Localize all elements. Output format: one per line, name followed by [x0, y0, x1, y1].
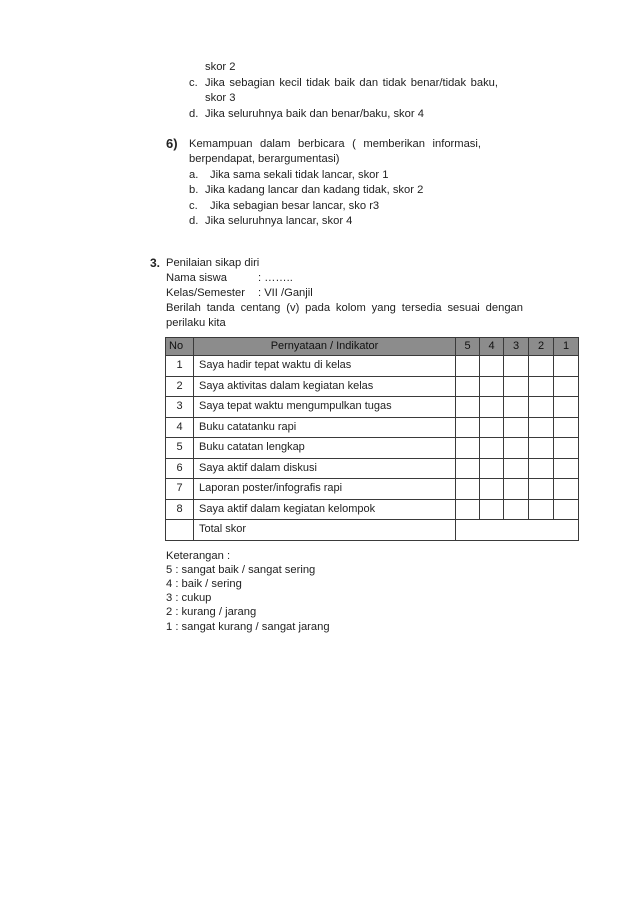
q5-item-c-letter: c. [189, 77, 198, 89]
score-cell-2[interactable] [529, 397, 554, 418]
table-row [166, 438, 579, 459]
row-indicator: Saya hadir tepat waktu di kelas [194, 356, 456, 377]
score-cell-1[interactable] [554, 438, 579, 459]
header-no: No [166, 338, 194, 356]
total-label: Total skor [194, 520, 456, 541]
legend-item-1: 1 : sangat kurang / sangat jarang [166, 621, 330, 633]
score-cell-5[interactable] [456, 376, 480, 397]
header-indicator: Pernyataan / Indikator [194, 338, 456, 356]
score-cell-3[interactable] [504, 397, 529, 418]
row-indicator: Saya tepat waktu mengumpulkan tugas [194, 397, 456, 418]
table-row [166, 479, 579, 500]
legend-title: Keterangan : [166, 550, 231, 562]
score-cell-4[interactable] [480, 397, 504, 418]
q6-option-a-text: Jika sama sekali tidak lancar, skor 1 [210, 169, 389, 181]
table-header-row [166, 338, 579, 356]
score-cell-4[interactable] [480, 417, 504, 438]
attitude-rating-table [165, 337, 579, 541]
section-3-title: Penilaian sikap diri [166, 257, 260, 269]
row-number: 3 [166, 397, 194, 418]
score-cell-5[interactable] [456, 417, 480, 438]
score-cell-2[interactable] [529, 356, 554, 377]
score-cell-2[interactable] [529, 376, 554, 397]
score-cell-5[interactable] [456, 397, 480, 418]
q6-option-c-letter: c. [189, 200, 198, 212]
row-number: 1 [166, 356, 194, 377]
score-cell-5[interactable] [456, 458, 480, 479]
score-cell-1[interactable] [554, 356, 579, 377]
score-cell-2[interactable] [529, 438, 554, 459]
score-cell-3[interactable] [504, 438, 529, 459]
header-score-3: 3 [504, 338, 529, 356]
header-score-1: 1 [554, 338, 579, 356]
q6-option-d-letter: d. [189, 215, 199, 227]
q6-option-b-letter: b. [189, 184, 199, 196]
q5-item-d-letter: d. [189, 108, 199, 120]
q6-number: 6) [166, 136, 178, 151]
q5-item-b-continuation: skor 2 [205, 61, 236, 73]
q6-title-line2: berpendapat, berargumentasi) [189, 153, 340, 165]
total-score-cell[interactable] [456, 520, 579, 541]
score-cell-1[interactable] [554, 458, 579, 479]
total-spacer-cell [166, 520, 194, 541]
row-number: 7 [166, 479, 194, 500]
row-number: 6 [166, 458, 194, 479]
legend-item-4: 4 : baik / sering [166, 578, 242, 590]
score-cell-5[interactable] [456, 438, 480, 459]
score-cell-5[interactable] [456, 499, 480, 520]
q6-option-d-text: Jika seluruhnya lancar, skor 4 [205, 215, 353, 227]
score-cell-4[interactable] [480, 438, 504, 459]
student-name-value: : …….. [258, 272, 293, 284]
table-row [166, 397, 579, 418]
q5-item-c-text: Jika sebagian kecil tidak baik dan tidak benar/tidak baku, [205, 77, 498, 89]
table-row [166, 356, 579, 377]
score-cell-1[interactable] [554, 479, 579, 500]
instruction-line2: perilaku kita [166, 317, 226, 329]
score-cell-3[interactable] [504, 417, 529, 438]
score-cell-3[interactable] [504, 356, 529, 377]
legend-item-2: 2 : kurang / jarang [166, 606, 257, 618]
row-indicator: Buku catatanku rapi [194, 417, 456, 438]
score-cell-2[interactable] [529, 458, 554, 479]
table-row [166, 417, 579, 438]
q6-option-c-text: Jika sebagian besar lancar, sko r3 [210, 200, 380, 212]
score-cell-4[interactable] [480, 376, 504, 397]
row-indicator: Saya aktif dalam kegiatan kelompok [194, 499, 456, 520]
score-cell-3[interactable] [504, 499, 529, 520]
score-cell-4[interactable] [480, 499, 504, 520]
score-cell-2[interactable] [529, 499, 554, 520]
q5-item-d-text: Jika seluruhnya baik dan benar/baku, skor 4 [205, 108, 424, 120]
q5-item-c-continuation: skor 3 [205, 92, 236, 104]
score-cell-1[interactable] [554, 376, 579, 397]
header-score-2: 2 [529, 338, 554, 356]
row-number: 2 [166, 376, 194, 397]
row-indicator: Saya aktivitas dalam kegiatan kelas [194, 376, 456, 397]
row-number: 8 [166, 499, 194, 520]
q6-title-line1: Kemampuan dalam berbicara ( memberikan informasi, [189, 138, 481, 150]
score-cell-1[interactable] [554, 397, 579, 418]
row-number: 4 [166, 417, 194, 438]
table-row [166, 458, 579, 479]
legend-item-3: 3 : cukup [166, 592, 212, 604]
score-cell-3[interactable] [504, 479, 529, 500]
total-row [166, 520, 579, 541]
score-cell-4[interactable] [480, 458, 504, 479]
score-cell-2[interactable] [529, 417, 554, 438]
row-indicator: Saya aktif dalam diskusi [194, 458, 456, 479]
section-3-number: 3. [150, 256, 161, 270]
row-number: 5 [166, 438, 194, 459]
legend-item-5: 5 : sangat baik / sangat sering [166, 564, 316, 576]
class-semester-value: : VII /Ganjil [258, 287, 313, 299]
score-cell-4[interactable] [480, 479, 504, 500]
table-row [166, 376, 579, 397]
header-score-4: 4 [480, 338, 504, 356]
q6-option-a-letter: a. [189, 169, 199, 181]
score-cell-1[interactable] [554, 499, 579, 520]
score-cell-3[interactable] [504, 458, 529, 479]
table-row [166, 499, 579, 520]
score-cell-3[interactable] [504, 376, 529, 397]
q6-option-b-text: Jika kadang lancar dan kadang tidak, skor 2 [205, 184, 424, 196]
score-cell-5[interactable] [456, 356, 480, 377]
score-cell-1[interactable] [554, 417, 579, 438]
student-name-label: Nama siswa [166, 272, 227, 284]
row-indicator: Buku catatan lengkap [194, 438, 456, 459]
score-cell-2[interactable] [529, 479, 554, 500]
score-cell-4[interactable] [480, 356, 504, 377]
header-score-5: 5 [456, 338, 480, 356]
row-indicator: Laporan poster/infografis rapi [194, 479, 456, 500]
instruction-line1: Berilah tanda centang (v) pada kolom yang tersedia sesuai dengan [166, 302, 523, 314]
score-cell-5[interactable] [456, 479, 480, 500]
class-semester-label: Kelas/Semester [166, 287, 245, 299]
